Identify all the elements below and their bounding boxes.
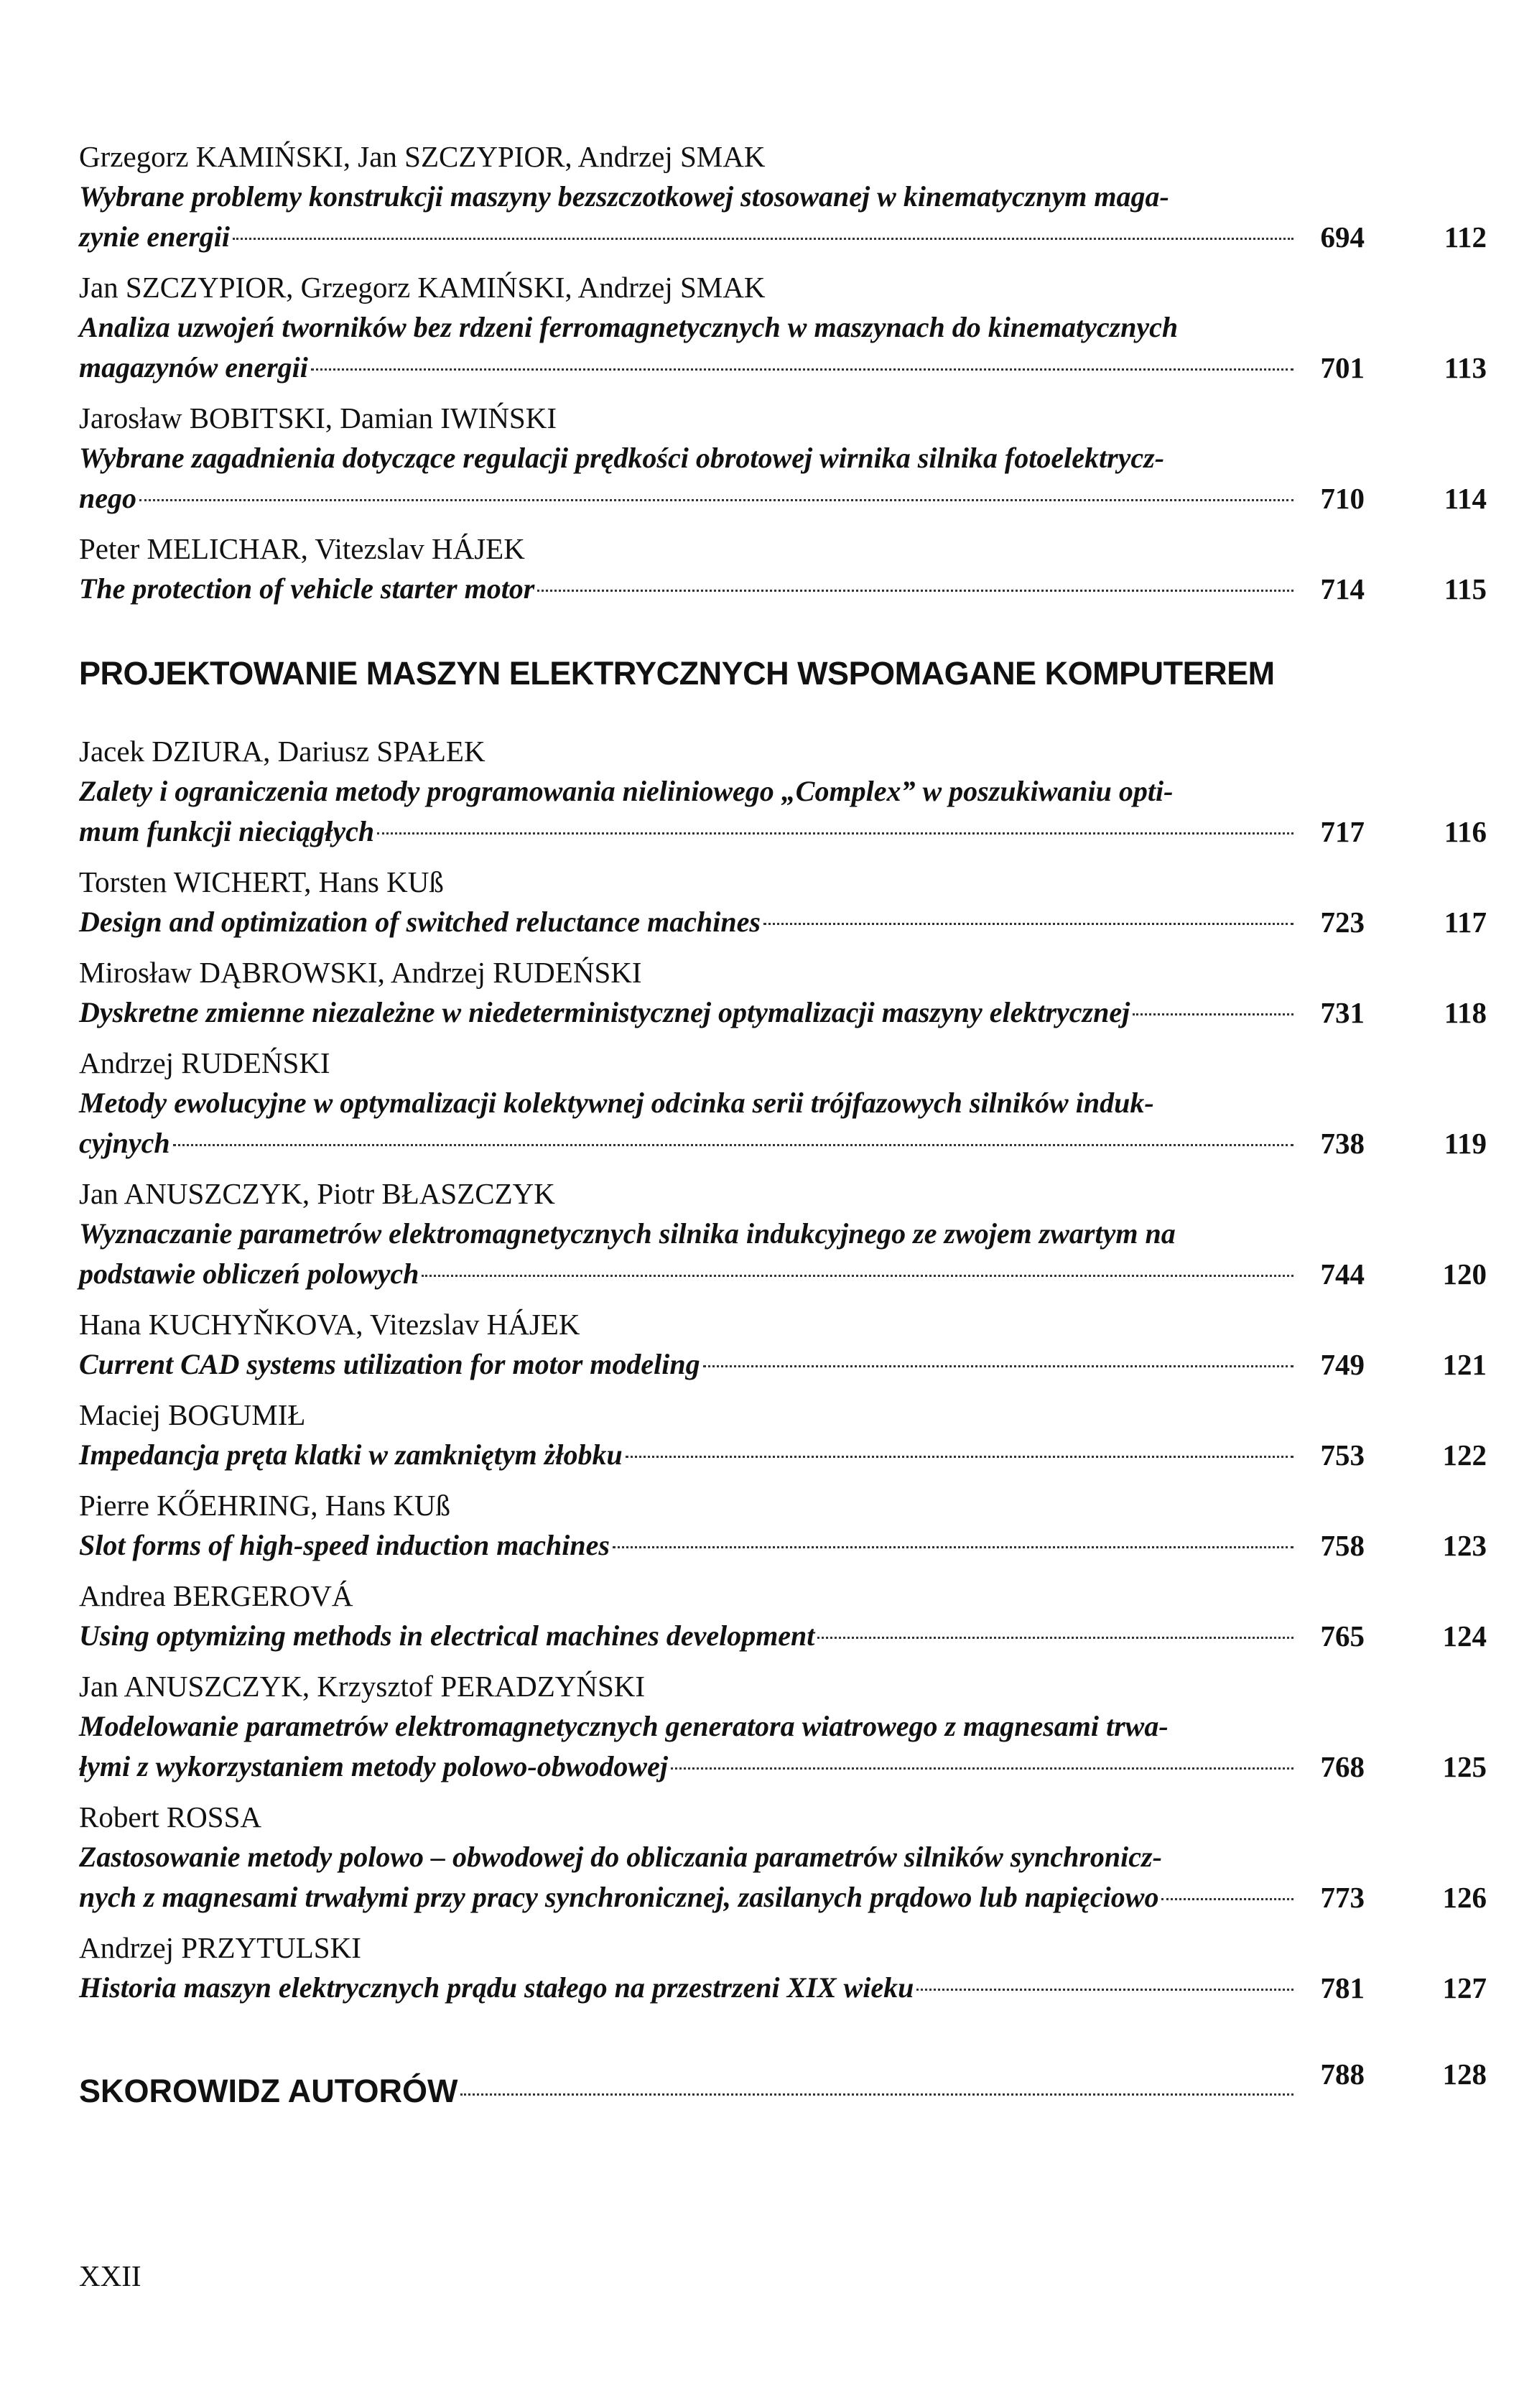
entry-number: 124: [1442, 1619, 1487, 1652]
entry-number: 112: [1444, 220, 1487, 254]
entry-title-text: podstawie obliczeń polowych: [79, 1258, 419, 1290]
entry-number: 119: [1444, 1127, 1487, 1160]
entry-title: [79, 307, 1296, 388]
dot-leader: [671, 1767, 1293, 1770]
entry-title-line: [79, 478, 1296, 519]
page-number: 731: [1320, 996, 1365, 1029]
page-number: 773: [1320, 1881, 1365, 1914]
entry-title-text: nych z magnesami trwałymi przy pracy synchronicznej, zasilanych prądowo lub napięciowo: [79, 1881, 1159, 1913]
entry-title-row: [79, 1435, 1487, 1475]
toc-entry: [79, 1576, 1487, 1656]
entry-authors: Peter MELICHAR, Vitezslav HÁJEK: [79, 532, 525, 565]
entry-title-line: [79, 1747, 1296, 1787]
entry-title-text: Using optymizing methods in electrical machines development: [79, 1619, 815, 1652]
toc-entry: [79, 1304, 1487, 1385]
entry-title-text: nego: [79, 482, 136, 514]
dot-leader: [460, 2093, 1293, 2096]
entry-title: [79, 177, 1296, 257]
entry-authors: Andrzej RUDEŃSKI: [79, 1046, 330, 1079]
dot-leader: [763, 923, 1293, 925]
entry-title-line: [79, 348, 1296, 388]
entry-title-text: Historia maszyn elektrycznych prądu stałego na przestrzeni XIX wieku: [79, 1971, 914, 2004]
page-number: 749: [1320, 1348, 1365, 1381]
dot-leader: [422, 1275, 1293, 1277]
entry-title-line: [79, 902, 1296, 942]
dot-leader: [173, 1144, 1293, 1146]
toc-entry: [79, 1043, 1487, 1163]
entry-title-line: Analiza uzwojeń tworników bez rdzeni ferromagnetycznych w maszynach do kinematycznych: [79, 311, 1179, 343]
toc-entry: [79, 731, 1487, 852]
entry-title-line: Wyznaczanie parametrów elektromagnetycznych silnika indukcyjnego ze zwojem zwartym na: [79, 1217, 1176, 1250]
entry-title-line: [79, 1877, 1296, 1917]
dot-leader: [916, 1989, 1293, 1991]
entry-title-row: [79, 438, 1487, 519]
index-label-line: [79, 2073, 1296, 2110]
entry-title: [79, 1083, 1296, 1163]
page-footer: XXII: [79, 2259, 141, 2292]
dot-leader: [233, 238, 1293, 240]
entry-title-row: [79, 771, 1487, 852]
entry-title: [79, 1968, 1296, 2008]
toc-entry: [79, 529, 1487, 609]
toc-entry: [79, 1797, 1487, 1917]
dot-leader: [377, 832, 1293, 835]
entry-title-line: Wybrane problemy konstrukcji maszyny bezszczotkowej stosowanej w kinematycznym maga-: [79, 180, 1169, 213]
entry-title-row: [79, 569, 1487, 609]
entry-authors: Andrzej PRZYTULSKI: [79, 1931, 361, 1964]
entry-title: [79, 993, 1296, 1033]
entry-authors: Mirosław DĄBROWSKI, Andrzej RUDEŃSKI: [79, 956, 642, 989]
entry-title: [79, 1344, 1296, 1385]
entry-authors: Jan SZCZYPIOR, Grzegorz KAMIŃSKI, Andrzej SMAK: [79, 271, 766, 304]
page-number: 758: [1320, 1529, 1365, 1562]
toc-entry: [79, 1666, 1487, 1787]
dot-leader: [613, 1546, 1293, 1548]
dot-leader: [1133, 1013, 1293, 1015]
entry-title: [79, 1706, 1296, 1787]
toc-entry: [79, 1485, 1487, 1566]
entry-authors: Jarosław BOBITSKI, Damian IWIŃSKI: [79, 401, 557, 434]
entry-title: [79, 569, 1296, 609]
entry-title-row: [79, 1214, 1487, 1294]
index-entry: [79, 2058, 1487, 2110]
page-number: 710: [1320, 482, 1365, 515]
page-number: 694: [1320, 220, 1365, 254]
table-of-contents: [79, 136, 1487, 2110]
entry-number: 115: [1444, 572, 1487, 605]
entry-title-text: Dyskretne zmienne niezależne w niedeterministycznej optymalizacji maszyny elektrycznej: [79, 996, 1130, 1028]
dot-leader: [311, 368, 1293, 371]
entry-title-row: [79, 1837, 1487, 1917]
toc-entry: [79, 398, 1487, 519]
entry-authors: Jan ANUSZCZYK, Piotr BŁASZCZYK: [79, 1177, 555, 1210]
entry-title-line: Zalety i ograniczenia metody programowania nieliniowego „Complex” w poszukiwaniu opti-: [79, 775, 1174, 807]
entry-title: [79, 438, 1296, 519]
entry-authors: Maciej BOGUMIŁ: [79, 1398, 306, 1431]
entry-title-text: cyjnych: [79, 1127, 170, 1159]
entry-title-line: [79, 1435, 1296, 1475]
page-number: 723: [1320, 906, 1365, 939]
entry-title: [79, 902, 1296, 942]
entry-title-line: [79, 1525, 1296, 1566]
entry-title-line: [79, 1616, 1296, 1656]
entry-title-row: [79, 1616, 1487, 1656]
entry-title-line: Modelowanie parametrów elektromagnetycznych generatora wiatrowego z magnesami trwa-: [79, 1710, 1169, 1742]
entry-authors: Jan ANUSZCZYK, Krzysztof PERADZYŃSKI: [79, 1670, 646, 1703]
toc-entry: [79, 1395, 1487, 1475]
toc-entry: [79, 267, 1487, 388]
dot-leader: [1161, 1898, 1293, 1900]
entry-title-line: [79, 1254, 1296, 1294]
entry-title-row: [79, 1968, 1487, 2008]
section-heading: PROJEKTOWANIE MASZYN ELEKTRYCZNYCH WSPOMAGANE KOMPUTEREM: [79, 655, 1275, 692]
entry-title-row: [79, 1525, 1487, 1566]
page-number: 765: [1320, 1619, 1365, 1652]
entry-title: [79, 1616, 1296, 1656]
entry-authors: Pierre KŐEHRING, Hans KUß: [79, 1489, 450, 1522]
entry-title-text: mum funkcji nieciągłych: [79, 815, 375, 847]
page-number: 717: [1320, 815, 1365, 848]
entry-number: 126: [1442, 1881, 1487, 1914]
entry-title: [79, 771, 1296, 852]
entry-authors: Andrea BERGEROVÁ: [79, 1579, 353, 1612]
page-number: 714: [1320, 572, 1365, 605]
entry-title-line: [79, 569, 1296, 609]
entry-title: [79, 1435, 1296, 1475]
entry-number: 127: [1442, 1971, 1487, 2004]
entry-title-line: [79, 217, 1296, 257]
entry-authors: Grzegorz KAMIŃSKI, Jan SZCZYPIOR, Andrzej SMAK: [79, 140, 766, 173]
entry-title: [79, 1837, 1296, 1917]
toc-entry: [79, 1928, 1487, 2008]
entry-title-row: [79, 1083, 1487, 1163]
entry-title-text: Design and optimization of switched reluctance machines: [79, 906, 761, 938]
entry-title-line: Metody ewolucyjne w optymalizacji kolektywnej odcinka serii trójfazowych silników induk-: [79, 1087, 1154, 1119]
dot-leader: [703, 1365, 1293, 1367]
page-number: 753: [1320, 1438, 1365, 1472]
entry-title-text: Current CAD systems utilization for motor modeling: [79, 1348, 700, 1380]
entry-number: 122: [1442, 1438, 1487, 1472]
entry-title-text: zynie energii: [79, 220, 230, 253]
entry-number: 121: [1442, 1348, 1487, 1381]
entry-title-row: [79, 1344, 1487, 1385]
entry-title-text: łymi z wykorzystaniem metody polowo-obwodowej: [79, 1750, 668, 1782]
dot-leader: [817, 1637, 1293, 1639]
entry-number: 128: [1442, 2058, 1487, 2091]
entry-authors: Hana KUCHYŇKOVA, Vitezslav HÁJEK: [79, 1308, 580, 1341]
entry-title: [79, 1525, 1296, 1566]
entry-title-row: [79, 902, 1487, 942]
entry-title-line: [79, 993, 1296, 1033]
entry-number: 125: [1442, 1750, 1487, 1783]
entry-title-row: [79, 1706, 1487, 1787]
entry-title-line: [79, 1123, 1296, 1163]
entry-title-line: [79, 1968, 1296, 2008]
dot-leader: [537, 590, 1293, 592]
entry-title-text: The protection of vehicle starter motor: [79, 572, 535, 605]
entry-number: 116: [1444, 815, 1487, 848]
page-number: 701: [1320, 351, 1365, 384]
entry-title-row: [79, 307, 1487, 388]
entry-authors: Robert ROSSA: [79, 1800, 262, 1833]
entry-title-line: Wybrane zagadnienia dotyczące regulacji prędkości obrotowej wirnika silnika fotoelektrycz-: [79, 442, 1165, 474]
index-label: SKOROWIDZ AUTORÓW: [79, 2073, 458, 2109]
entry-number: 117: [1444, 906, 1487, 939]
entry-title: [79, 1214, 1296, 1294]
page-number: 738: [1320, 1127, 1365, 1160]
toc-entry: [79, 1173, 1487, 1294]
entry-number: 118: [1444, 996, 1487, 1029]
dot-leader: [626, 1456, 1293, 1458]
entry-title-text: Impedancja pręta klatki w zamkniętym żłobku: [79, 1438, 623, 1471]
entry-title-row: [79, 177, 1487, 257]
entry-title-line: Zastosowanie metody polowo – obwodowej do obliczania parametrów silników synchronicz-: [79, 1841, 1162, 1873]
entry-number: 120: [1442, 1258, 1487, 1291]
toc-entry: [79, 136, 1487, 257]
toc-entry: [79, 952, 1487, 1033]
entry-number: 123: [1442, 1529, 1487, 1562]
entry-number: 113: [1444, 351, 1487, 384]
entry-title-line: [79, 1344, 1296, 1385]
entry-authors: Torsten WICHERT, Hans KUß: [79, 865, 444, 898]
page-number: 781: [1320, 1971, 1365, 2004]
page-number: 768: [1320, 1750, 1365, 1783]
entries-group: [79, 136, 1487, 609]
page-number: 788: [1320, 2058, 1365, 2091]
entry-title-text: magazynów energii: [79, 351, 308, 383]
toc-entry: [79, 862, 1487, 942]
dot-leader: [139, 499, 1293, 501]
entry-authors: Jacek DZIURA, Dariusz SPAŁEK: [79, 735, 486, 768]
entry-number: 114: [1444, 482, 1487, 515]
entry-title-line: [79, 812, 1296, 852]
entries-group: [79, 731, 1487, 2008]
entry-title-row: [79, 993, 1487, 1033]
entry-title-text: Slot forms of high-speed induction machines: [79, 1529, 610, 1561]
page-number: 744: [1320, 1258, 1365, 1291]
